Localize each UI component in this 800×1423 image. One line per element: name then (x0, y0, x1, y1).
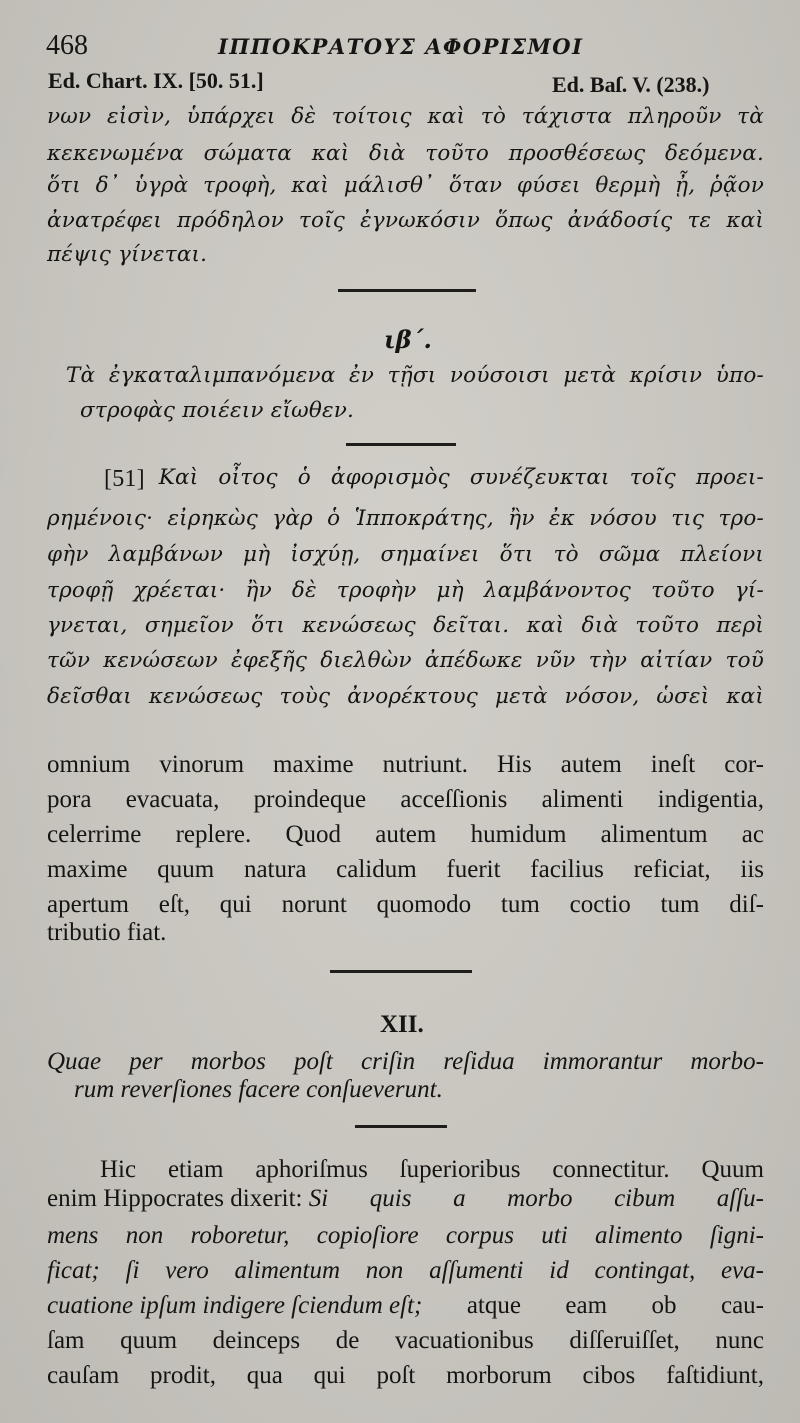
text-line: νων εἰσὶν, ὑπάρχει δὲ τοίτοις καὶ τὸ τάχιστα πληροῦν τὰ (47, 104, 764, 129)
text-line: τροφῇ χρέεται· ἢν δὲ τροφὴν μὴ λαμβάνοντος τοῦτο γί- (47, 578, 764, 603)
chart-page-reference: [51] (104, 466, 145, 492)
page-number: 468 (46, 30, 88, 61)
text-line: Καὶ οἶτος ὁ ἀφορισμὸς συνέζευκται τοῖς προει- (158, 465, 764, 490)
edition-reference-right: Ed. Baſ. V. (238.) (552, 72, 710, 97)
text-line (47, 1293, 764, 1318)
edition-reference-left: Ed. Chart. IX. [50. 51.] (48, 68, 264, 93)
text-line: ὅτι δ᾽ ὑγρὰ τροφὴ, καὶ μάλισθ᾽ ὅταν φύσει θερμὴ ᾖ, ῥᾷον (47, 173, 764, 198)
text-line-roman: enim Hippocrates dixerit: (47, 1185, 309, 1212)
text-line-italic: cuatione ipſum indigere ſciendum eſt; (47, 1292, 423, 1319)
aphorism-number-greek: ιβ΄. (384, 325, 432, 354)
aphorism-text-greek: στροφὰς ποιέειν εἴωθεν. (80, 398, 355, 423)
text-line: κεκενωμένα σώματα καὶ διὰ τοῦτο προσθέσεως δεόμενα. (47, 141, 764, 166)
text-line: ἀνατρέφει πρόδηλον τοῖς ἐγνωκόσιν ὅπως ἀνάδοσίς τε καὶ (47, 208, 764, 233)
text-line-roman: atque eam ob cau- (422, 1292, 764, 1319)
text-line: δεῖσθαι κενώσεως τοὺς ἀνορέκτους μετὰ νόσον, ὡσεὶ καὶ (47, 684, 764, 709)
text-line: φὴν λαμβάνων μὴ ἰσχύῃ, σημαίνει ὅτι τὸ σῶμα πλείονι (47, 542, 764, 567)
section-divider (338, 289, 476, 292)
text-line: pora evacuata, proindeque acceſſionis alimenti indigentia, (47, 786, 764, 813)
text-line (47, 1186, 764, 1211)
text-line: celerrime replere. Quod autem humidum alimentum ac (47, 821, 764, 848)
section-divider (346, 443, 456, 446)
aphorism-text-latin: rum reverſiones facere conſueverunt. (74, 1076, 443, 1103)
text-line: πέψις γίνεται. (47, 242, 208, 267)
text-line: maxime quum natura calidum fuerit facilius reficiat, iis (47, 856, 764, 883)
commentary-first-line (104, 467, 764, 491)
running-title: ΙΠΠΟΚΡΑΤΟΥΣ ΑΦΟΡΙΣΜΟΙ (218, 34, 584, 59)
aphorism-text-latin: Quae per morbos poſt criſin reſidua immorantur morbo- (47, 1048, 764, 1075)
text-line: omnium vinorum maxime nutriunt. His autem ineſt cor- (47, 751, 764, 778)
text-line: ficat; ſi vero alimentum non aſſumenti id contingat, eva- (47, 1257, 764, 1284)
text-line: apertum eſt, qui norunt quomodo tum coctio tum diſ- (47, 891, 764, 918)
text-line: tributio fiat. (47, 919, 167, 946)
text-line: τῶν κενώσεων ἐφεξῆς διελθὼν ἀπέδωκε νῦν τὴν αἰτίαν τοῦ (47, 648, 764, 673)
text-line: ſam quum deinceps de vacuationibus diſſeruiſſet, nunc (47, 1327, 764, 1354)
section-divider (330, 970, 472, 973)
text-line: γνεται, σημεῖον ὅτι κενώσεως δεῖται. καὶ διὰ τοῦτο περὶ (47, 613, 764, 638)
text-line: ρημένοις· εἰρηκὼς γὰρ ὁ Ἱπποκράτης, ἢν ἐκ νόσου τις τρο- (47, 506, 764, 531)
section-divider (355, 1125, 447, 1128)
aphorism-number-latin: XII. (380, 1011, 424, 1038)
text-line: Hic etiam aphoriſmus ſuperioribus connectitur. Quum (100, 1156, 764, 1183)
text-line: mens non roboretur, copioſiore corpus uti alimento ſigni- (47, 1222, 764, 1249)
aphorism-text-greek: Τὰ ἐγκαταλιμπανόμενα ἐν τῇσι νούσοισι μετὰ κρίσιν ὑπο- (66, 363, 764, 388)
text-line: cauſam prodit, qua qui poſt morborum cibos faſtidiunt, (47, 1362, 764, 1389)
text-line-italic: Si quis a morbo cibum aſſu- (308, 1185, 764, 1212)
